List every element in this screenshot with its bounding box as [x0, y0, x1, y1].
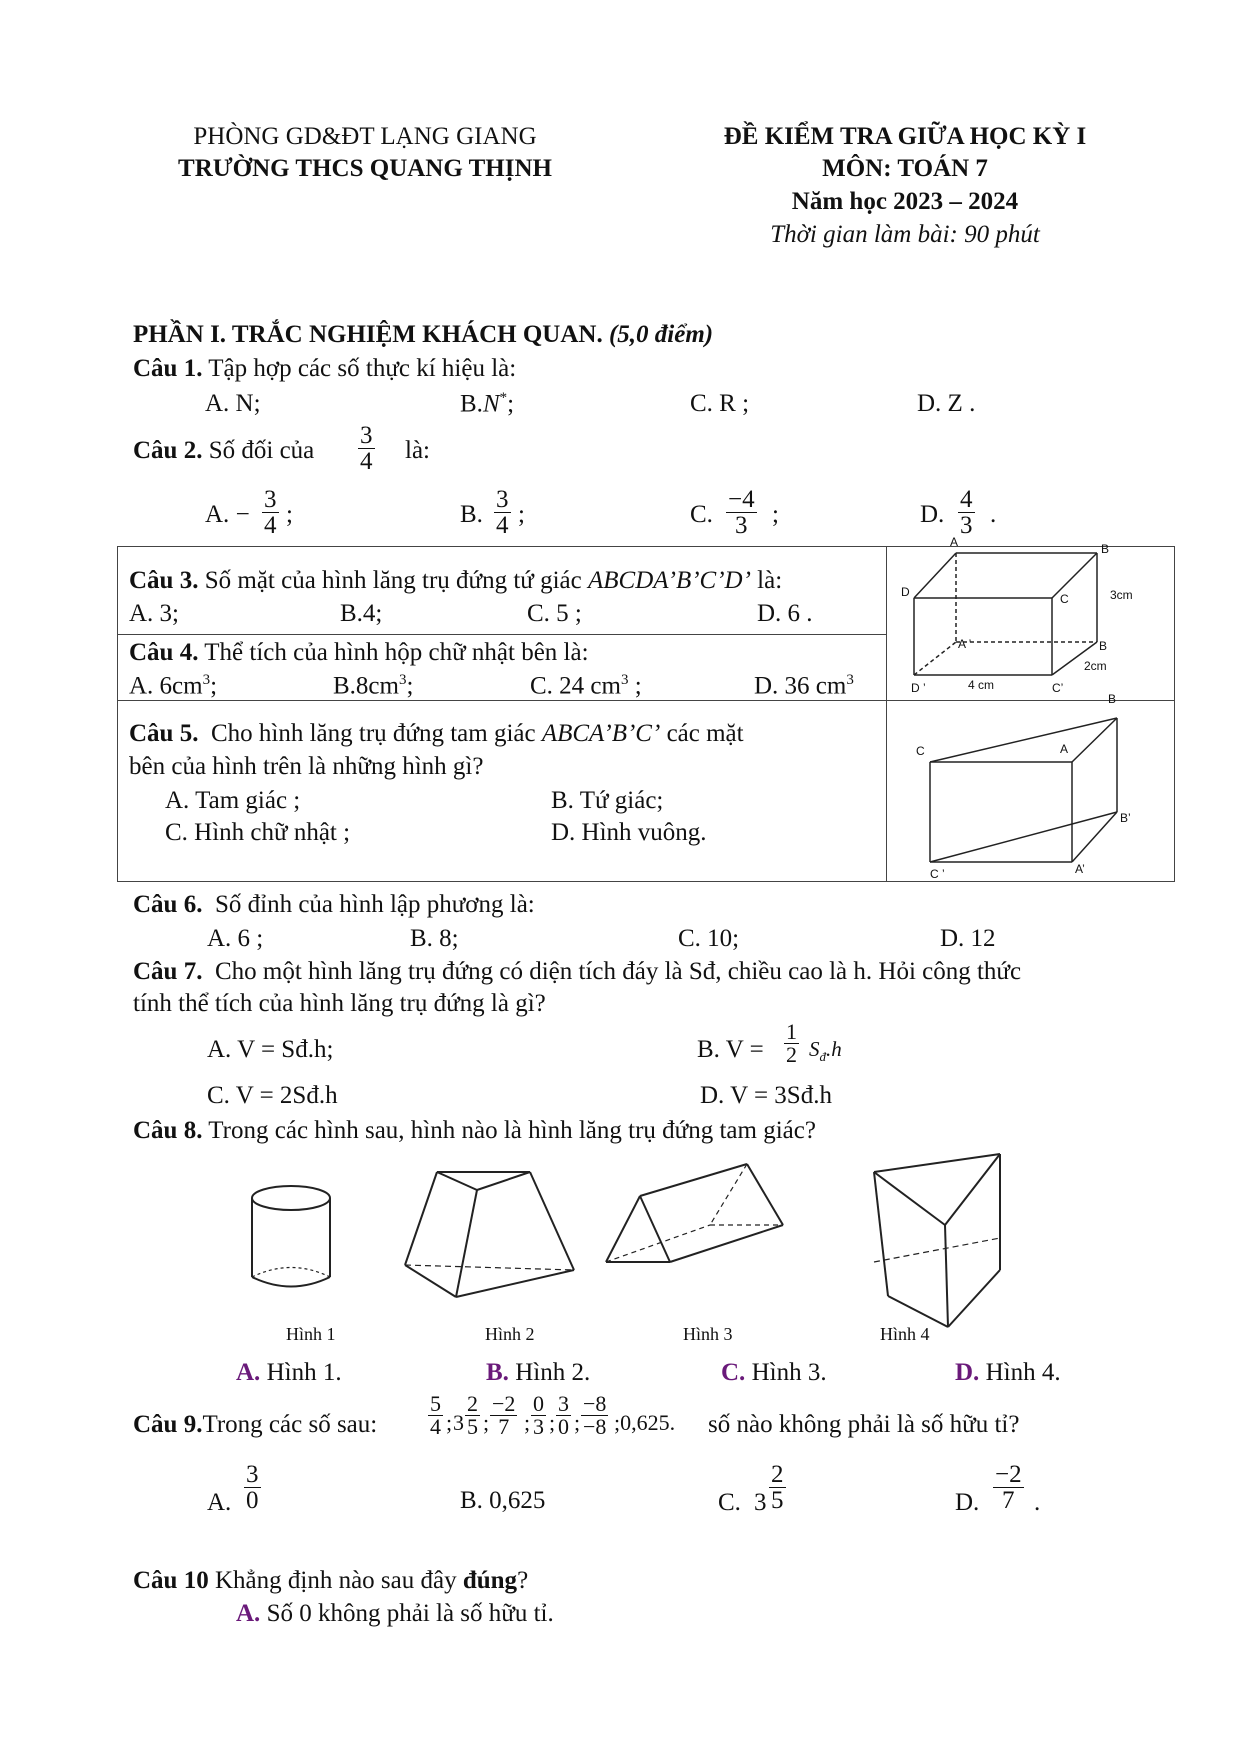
q1-option-b[interactable]: B.N*;: [460, 390, 515, 418]
q4-stem: Câu 4. Thể tích của hình hộp chữ nhật bên là:: [129, 639, 589, 666]
q5-option-c[interactable]: C. Hình chữ nhật ;: [165, 819, 351, 846]
q9-option-c[interactable]: C.: [718, 1489, 741, 1516]
q6-option-a[interactable]: A. 6 ;: [207, 925, 264, 952]
q1-option-c[interactable]: C. R ;: [690, 390, 750, 417]
q2-fraction: $\frac{3}{4}$: [360, 422, 373, 475]
exam-title: ĐỀ KIỂM TRA GIỮA HỌC KỲ I: [723, 123, 1087, 150]
q9-sep-2: ;: [483, 1410, 490, 1435]
q9-option-a-frac: $\frac{3}{0}$: [246, 1461, 259, 1514]
prism-label-a: A: [1060, 742, 1069, 756]
box-label-c2: C’: [1052, 681, 1064, 695]
q2-option-d[interactable]: D.: [920, 501, 945, 528]
q4-option-b[interactable]: $B.8cm^3$;: [333, 672, 414, 700]
q1-stem: Câu 1. Tập hợp các số thực kí hiệu là:: [133, 355, 517, 382]
q6-option-c[interactable]: C. 10;: [678, 925, 740, 952]
prism-label-c: C: [916, 744, 925, 758]
q8-option-c[interactable]: C. Hình 3.: [721, 1359, 827, 1386]
q2-option-b[interactable]: B.: [460, 501, 483, 528]
q10-option-a[interactable]: A. Số 0 không phải là số hữu tỉ.: [236, 1600, 554, 1627]
q2-stem-a: Câu 2. Số đối của: [133, 437, 315, 464]
q2-stem-b: là:: [405, 437, 430, 464]
q2-option-a[interactable]: A. −: [205, 501, 250, 528]
q9-num-4: $\frac{0}{3}$: [533, 1391, 544, 1439]
q9-whole-2: 3: [453, 1410, 464, 1435]
q9-option-c-whole: 3: [754, 1489, 767, 1516]
q7-option-c[interactable]: C. V = 2Sđ.h: [207, 1082, 338, 1109]
q9-option-c-frac: $\frac{2}{5}$: [771, 1461, 784, 1514]
q7-option-b-rest: $S_đ.h$: [809, 1037, 842, 1065]
prism-label-a2: A’: [1075, 862, 1085, 876]
q8-option-b[interactable]: B. Hình 2.: [486, 1359, 591, 1386]
q6-option-b[interactable]: B. 8;: [410, 925, 459, 952]
q7-stem-line2: tính thể tích của hình lăng trụ đứng là gì?: [133, 990, 546, 1017]
box-dim-width: 2cm: [1084, 659, 1107, 673]
q4-option-a[interactable]: A. $6cm^3$;: [129, 672, 218, 700]
q9-sep-5: ;: [574, 1410, 581, 1435]
q3-option-b[interactable]: B.4;: [340, 600, 383, 627]
q8-option-d[interactable]: D. Hình 4.: [955, 1359, 1061, 1386]
q3-option-d[interactable]: D. 6 .: [757, 600, 813, 627]
q9-option-d-frac: $\frac{-2}{7}$: [995, 1461, 1022, 1514]
q9-option-d[interactable]: D.: [955, 1489, 980, 1516]
q4-option-c[interactable]: C. 24 $cm^3$ ;: [530, 672, 642, 700]
q2-option-d-suffix: .: [990, 501, 997, 528]
q9-num-1: $\frac{5}{4}$: [430, 1391, 441, 1439]
q1-option-a[interactable]: A. N;: [205, 390, 261, 417]
q8-caption-3: Hình 3: [683, 1324, 733, 1344]
q9-option-b[interactable]: B. 0,625: [460, 1487, 546, 1514]
q6-stem: Câu 6. Số đỉnh của hình lập phương là:: [133, 891, 535, 918]
prism-label-b: B: [1108, 692, 1117, 706]
q9-num-6: $\frac{-8}{-8}$: [583, 1391, 607, 1439]
q1-option-d[interactable]: D. Z .: [917, 390, 976, 417]
q5-stem: Câu 5. Cho hình lăng trụ đứng tam giác ABCA’B’C’ các mặt: [129, 720, 744, 747]
q2-option-c[interactable]: C.: [690, 501, 713, 528]
school-dept: PHÒNG GD&ĐT LẠNG GIANG: [193, 123, 537, 150]
box-label-d: D: [901, 585, 910, 599]
prism-label-b2: B’: [1120, 811, 1131, 825]
q9-stem-tail: số nào không phải là số hữu tỉ?: [708, 1411, 1020, 1438]
q4-option-d[interactable]: D. 36 $cm^3$: [754, 672, 854, 700]
q2-option-c-suffix: ;: [772, 501, 779, 528]
q5-stem-line2: bên của hình trên là những hình gì?: [129, 753, 484, 780]
box-label-b: B: [1101, 542, 1110, 556]
q8-option-a[interactable]: A. Hình 1.: [236, 1359, 342, 1386]
exam-year: Năm học 2023 – 2024: [791, 188, 1019, 215]
q7-stem: Câu 7. Cho một hình lăng trụ đứng có diện tích đáy là Sđ, chiều cao là h. Hỏi công thức: [133, 958, 1022, 985]
q10-stem: Câu 10 Khẳng định nào sau đây đúng?: [133, 1567, 529, 1594]
box-label-a: A: [950, 535, 959, 549]
q3-option-a[interactable]: A. 3;: [129, 600, 179, 627]
q7-option-b-frac: $\frac{1}{2}$: [786, 1019, 797, 1067]
q2-option-b-suffix: ;: [518, 501, 525, 528]
q5-option-a[interactable]: A. Tam giác ;: [165, 787, 301, 814]
q9-stem: Câu 9.Trong các số sau:: [133, 1411, 378, 1438]
box-label-a2: A ’: [958, 637, 972, 651]
q9-sep-4: ;: [549, 1410, 556, 1435]
q8-stem: Câu 8. Trong các hình sau, hình nào là hình lăng trụ đứng tam giác?: [133, 1117, 816, 1144]
q5-option-d[interactable]: D. Hình vuông.: [551, 819, 707, 846]
box-label-b2: B: [1099, 639, 1108, 653]
q8-caption-1: Hình 1: [286, 1324, 336, 1344]
q2-option-a-suffix: ;: [286, 501, 293, 528]
q9-num-2: $\frac{2}{5}$: [467, 1391, 478, 1439]
exam-time: Thời gian làm bài: 90 phút: [770, 221, 1040, 248]
q2-option-b-frac: $\frac{3}{4}$: [496, 486, 509, 539]
school-name: TRƯỜNG THCS QUANG THỊNH: [178, 155, 552, 182]
q8-caption-2: Hình 2: [485, 1324, 535, 1344]
q7-option-a[interactable]: A. V = Sđ.h;: [207, 1036, 334, 1063]
box-label-c: C: [1060, 592, 1069, 606]
box-dim-height: 3cm: [1110, 588, 1133, 602]
q7-option-b[interactable]: B. V =: [697, 1036, 764, 1063]
q9-tail: ;0,625.: [614, 1410, 676, 1435]
q9-sep-3: ;: [524, 1410, 531, 1435]
q6-option-d[interactable]: D. 12: [940, 925, 996, 952]
q2-option-d-frac: $\frac{4}{3}$: [960, 486, 973, 539]
q3-stem: Câu 3. Số mặt của hình lăng trụ đứng tứ giác ABCDA’B’C’D’ là:: [129, 567, 783, 594]
q3-option-c[interactable]: C. 5 ;: [527, 600, 582, 627]
box-dim-length: 4 cm: [968, 678, 995, 692]
q9-option-d-suffix: .: [1034, 1489, 1041, 1516]
q9-num-3: $\frac{-2}{7}$: [492, 1391, 516, 1439]
q2-option-c-frac: $\frac{-4}{3}$: [728, 486, 755, 539]
box-label-d2: D ’: [911, 681, 926, 695]
q9-option-a[interactable]: A.: [207, 1489, 232, 1516]
q9-num-5: $\frac{3}{0}$: [558, 1391, 569, 1439]
q2-option-a-frac: $\frac{3}{4}$: [264, 486, 277, 539]
prism-label-c2: C ’: [930, 867, 945, 881]
q5-option-b[interactable]: B. Tứ giác;: [551, 787, 664, 814]
q8-caption-4: Hình 4: [880, 1324, 930, 1344]
q7-option-d[interactable]: D. V = 3Sđ.h: [700, 1082, 832, 1109]
q9-sep-1: ;: [446, 1410, 453, 1435]
exam-subject: MÔN: TOÁN 7: [822, 155, 988, 182]
section-title: PHẦN I. TRẮC NGHIỆM KHÁCH QUAN. (5,0 điểm): [133, 321, 714, 348]
